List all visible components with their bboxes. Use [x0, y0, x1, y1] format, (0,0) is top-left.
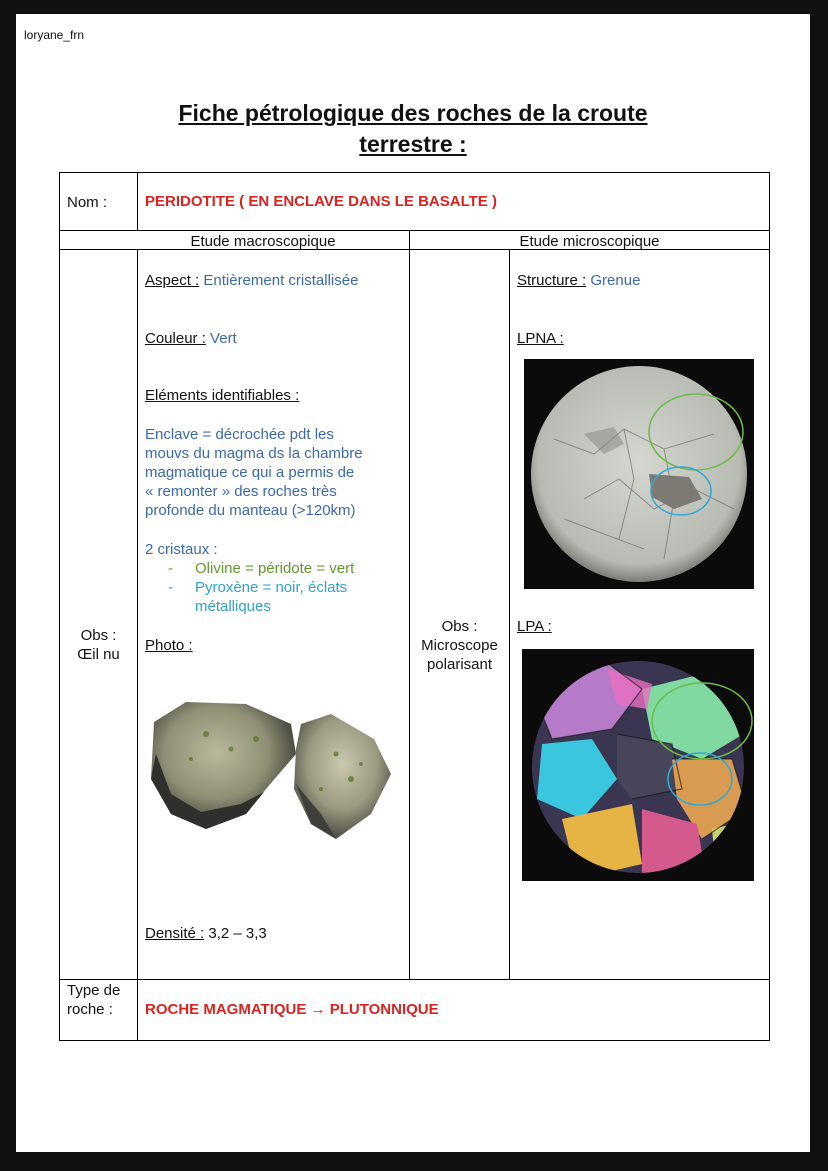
elements-label: Eléments identifiables : — [145, 387, 300, 404]
photo-label: Photo : — [145, 637, 193, 654]
olivine-item: Olivine = péridote = vert — [195, 560, 355, 577]
author-handle: loryane_frn — [24, 28, 85, 42]
rock-photo — [146, 694, 396, 854]
rock-type: ROCHE MAGMATIQUE → PLUTONNIQUE — [145, 1001, 439, 1018]
couleur-line: Couleur : Vert — [145, 330, 237, 347]
macro-header: Etude macroscopique — [190, 233, 336, 250]
obs-eye-label: Obs : Œil nu — [77, 627, 120, 663]
title-line-1: Fiche pétrologique des roches de la croute — [178, 100, 648, 126]
micro-header: Etude microscopique — [519, 233, 660, 250]
enclave-text: Enclave = décrochée pdt les mouvs du magma ds la chambre magmatique ce qui a permis de « remonter » des roches très profonde du manteau (>120km) — [145, 426, 363, 519]
aspect-line: Aspect : Entièrement cristallisée — [145, 272, 359, 289]
obs-microscope-label: Obs : Microscope polarisant — [421, 618, 498, 673]
cristaux-label: 2 cristaux : — [145, 541, 218, 558]
rock-name: PERIDOTITE ( EN ENCLAVE DANS LE BASALTE ) — [145, 193, 497, 210]
document-page — [16, 14, 810, 1152]
lpa-label: LPA : — [517, 618, 552, 635]
lpa-micrograph — [522, 649, 754, 881]
densite-line: Densité : 3,2 – 3,3 — [145, 925, 267, 942]
lpna-label: LPNA : — [517, 330, 564, 347]
title-line-2: terrestre : — [359, 131, 467, 157]
page-title — [16, 98, 810, 160]
bullet-olivine: - — [168, 560, 173, 577]
lpna-micrograph — [524, 359, 754, 589]
type-label: Type de roche : — [67, 982, 121, 1018]
bullet-pyroxene: - — [168, 579, 173, 596]
structure-line: Structure : Grenue — [517, 272, 641, 289]
pyroxene-item: Pyroxène = noir, éclats métalliques — [195, 579, 348, 615]
nom-label: Nom : — [67, 194, 108, 211]
